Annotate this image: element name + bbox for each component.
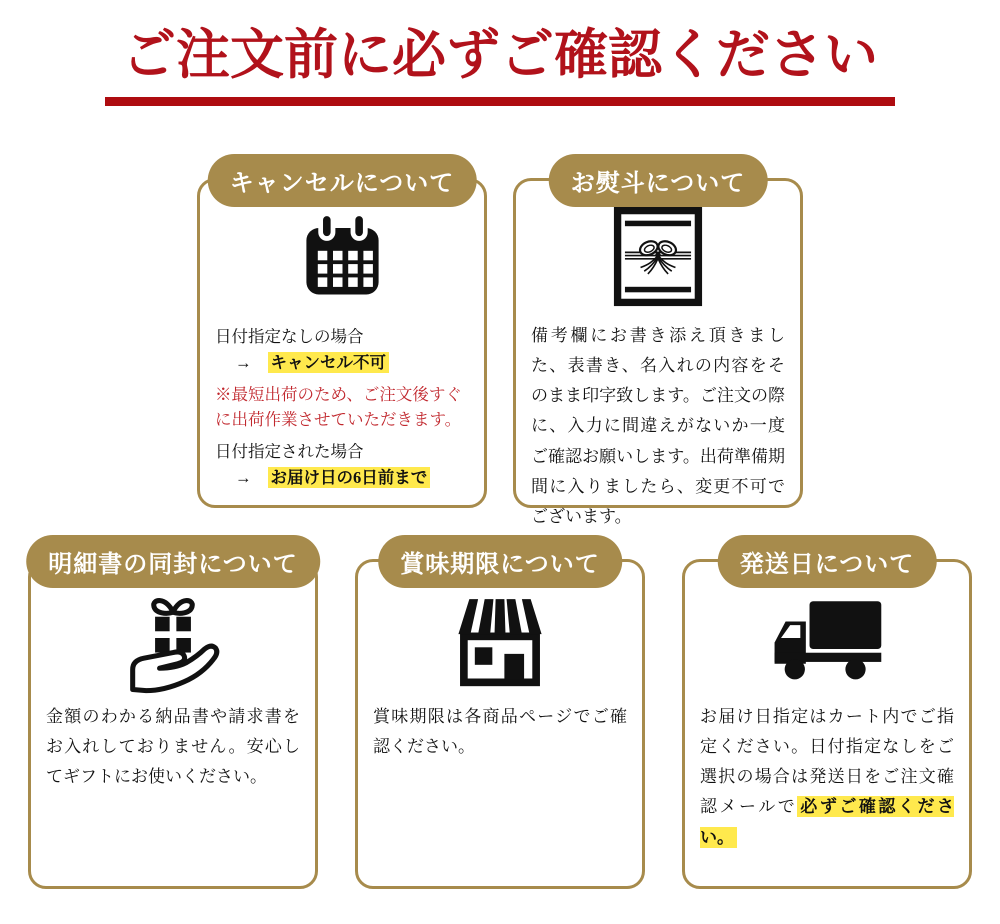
cancel-deadline-highlight: お届け日の6日前まで (268, 467, 431, 488)
cancel-not-allowed-highlight: キャンセル不可 (268, 352, 390, 373)
noshi-icon-area (516, 205, 800, 309)
top-row (0, 170, 1000, 527)
cancel-case1-result (215, 350, 469, 375)
statement-badge: 明細書の同封について (26, 535, 320, 588)
title-underline (105, 97, 895, 106)
statement-text: 金額のわかる納品書や請求書をお入れしておりません。安心してギフトにお使いください。 (46, 706, 300, 787)
page-title: ご注文前に必ずご確認ください (122, 25, 878, 85)
noshi-gift-wrap-icon (612, 206, 704, 307)
noshi-text: 備考欄にお書き添え頂きました、表書き、名入れの内容をそのまま印字致します。ご注文の際に、入力に間違えがないか一度ご確認お願いします。出荷準備期間に入りましたら、変更不可でございます。 (531, 325, 785, 527)
shipping-icon-area (685, 586, 969, 690)
statement-body (31, 690, 315, 793)
expiry-icon-area (358, 586, 642, 690)
noshi-body (516, 309, 800, 533)
expiry-badge: 賞味期限について (378, 535, 622, 588)
cancel-policy-card (197, 170, 487, 508)
bottom-row (0, 551, 1000, 889)
shipping-badge: 発送日について (718, 535, 937, 588)
cancel-body (200, 309, 484, 490)
shipping-policy-card (682, 551, 972, 889)
shipping-text-plain: お届け日指定はカート内でご指定ください。日付指定なしをご選択の場合は発送日をご注文確認メールで (700, 706, 954, 817)
cancel-case1-label: 日付指定なしの場合 (215, 326, 364, 346)
calendar-icon (295, 209, 390, 304)
cancel-icon-area (200, 205, 484, 309)
statement-policy-card (28, 551, 318, 889)
shipping-confirm-highlight: 必ずご確認ください。 (700, 797, 954, 847)
cancel-case2-result (215, 465, 469, 490)
gift-in-hand-icon (117, 582, 229, 694)
expiry-text: 賞味期限は各商品ページでご確認ください。 (373, 706, 627, 756)
arrow-glyph: → (235, 352, 252, 372)
order-confirmation-notice-page (0, 24, 1000, 924)
noshi-badge: お熨斗について (549, 154, 768, 207)
cancel-badge: キャンセルについて (208, 154, 477, 207)
shipping-text (700, 702, 954, 853)
arrow-glyph: → (235, 468, 252, 488)
cancel-note: ※最短出荷のため、ご注文後すぐに出荷作業させていただきます。 (215, 384, 462, 429)
expiry-body (358, 690, 642, 763)
cancel-case2-label: 日付指定された場合 (215, 441, 364, 461)
storefront-icon (445, 586, 555, 690)
expiry-policy-card (355, 551, 645, 889)
shipping-body (685, 690, 969, 853)
noshi-policy-card (513, 170, 803, 527)
delivery-truck-icon (765, 592, 889, 684)
statement-icon-area (31, 586, 315, 690)
